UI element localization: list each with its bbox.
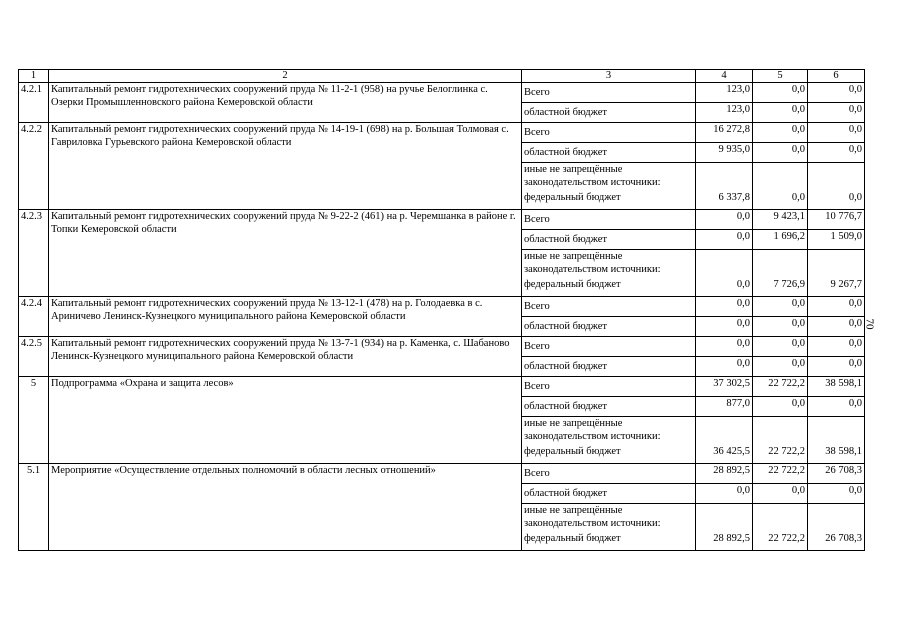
funding-source: федеральный бюджет	[522, 191, 696, 210]
header-cell: 2	[49, 70, 522, 83]
value-col5: 0,0	[753, 103, 808, 123]
value-col6: 0,0	[808, 191, 865, 210]
value-col4: 0,0	[696, 357, 753, 377]
row-name: Капитальный ремонт гидротехнических сооружений пруда № 9-22-2 (461) на р. Черемшанка в районе г. Топки Кемеровской области	[49, 210, 522, 297]
header-cell: 6	[808, 70, 865, 83]
value-col4: 28 892,5	[696, 532, 753, 551]
value-col6: 0,0	[808, 83, 865, 103]
value-col4	[696, 163, 753, 192]
row-name: Капитальный ремонт гидротехнических сооружений пруда № 14-19-1 (698) на р. Большая Толмовая с. Гавриловка Гурьевского района Кемеровской области	[49, 123, 522, 210]
row-name: Мероприятие «Осуществление отдельных полномочий в области лесных отношений»	[49, 464, 522, 551]
value-col5: 0,0	[753, 297, 808, 317]
value-col5: 0,0	[753, 191, 808, 210]
value-col5	[753, 163, 808, 192]
value-col6: 0,0	[808, 103, 865, 123]
value-col4: 37 302,5	[696, 377, 753, 397]
budget-table	[18, 69, 865, 551]
funding-source: областной бюджет	[522, 230, 696, 250]
table-row	[19, 297, 865, 317]
value-col6: 1 509,0	[808, 230, 865, 250]
value-col4: 123,0	[696, 103, 753, 123]
value-col5: 22 722,2	[753, 377, 808, 397]
funding-source: областной бюджет	[522, 103, 696, 123]
value-col5: 22 722,2	[753, 532, 808, 551]
row-name: Капитальный ремонт гидротехнических сооружений пруда № 11-2-1 (958) на ручье Белоглинка с. Озерки Промышленновского района Кемеровской области	[49, 83, 522, 123]
header-cell: 5	[753, 70, 808, 83]
funding-source: Всего	[522, 123, 696, 143]
value-col4: 36 425,5	[696, 445, 753, 464]
value-col4: 0,0	[696, 297, 753, 317]
value-col6: 38 598,1	[808, 445, 865, 464]
funding-source: областной бюджет	[522, 484, 696, 504]
value-col6: 0,0	[808, 337, 865, 357]
header-cell: 3	[522, 70, 696, 83]
value-col4: 0,0	[696, 317, 753, 337]
value-col5: 0,0	[753, 143, 808, 163]
table-row	[19, 83, 865, 103]
value-col5: 0,0	[753, 83, 808, 103]
page-number: 70	[863, 318, 876, 330]
value-col4: 0,0	[696, 484, 753, 504]
funding-source: Всего	[522, 377, 696, 397]
value-col4: 0,0	[696, 278, 753, 297]
funding-source: областной бюджет	[522, 397, 696, 417]
funding-source: иные не запрещённые законодательством источники:	[522, 417, 696, 446]
value-col6: 38 598,1	[808, 377, 865, 397]
value-col6: 0,0	[808, 484, 865, 504]
row-name: Капитальный ремонт гидротехнических сооружений пруда № 13-12-1 (478) на р. Голодаевка в с. Ариничево Ленинск-Кузнецкого муниципального района Кемеровской области	[49, 297, 522, 337]
value-col6: 0,0	[808, 317, 865, 337]
funding-source: Всего	[522, 464, 696, 484]
row-code: 4.2.3	[19, 210, 49, 297]
funding-source: иные не запрещённые законодательством источники:	[522, 504, 696, 533]
value-col5: 0,0	[753, 317, 808, 337]
value-col5: 0,0	[753, 337, 808, 357]
value-col6	[808, 250, 865, 279]
value-col4: 9 935,0	[696, 143, 753, 163]
funding-source: федеральный бюджет	[522, 532, 696, 551]
value-col5: 9 423,1	[753, 210, 808, 230]
value-col6: 10 776,7	[808, 210, 865, 230]
header-cell: 1	[19, 70, 49, 83]
row-code: 4.2.2	[19, 123, 49, 210]
value-col5	[753, 504, 808, 533]
value-col6: 9 267,7	[808, 278, 865, 297]
funding-source: Всего	[522, 83, 696, 103]
value-col4: 28 892,5	[696, 464, 753, 484]
value-col5: 0,0	[753, 123, 808, 143]
value-col4: 16 272,8	[696, 123, 753, 143]
table-body	[19, 70, 865, 551]
funding-source: федеральный бюджет	[522, 278, 696, 297]
value-col6	[808, 163, 865, 192]
value-col6	[808, 504, 865, 533]
value-col4	[696, 250, 753, 279]
table-row	[19, 210, 865, 230]
table-row	[19, 337, 865, 357]
funding-source: областной бюджет	[522, 143, 696, 163]
value-col5	[753, 417, 808, 446]
value-col4: 877,0	[696, 397, 753, 417]
value-col6: 0,0	[808, 297, 865, 317]
value-col6: 0,0	[808, 123, 865, 143]
value-col6: 26 708,3	[808, 532, 865, 551]
row-code: 4.2.4	[19, 297, 49, 337]
funding-source: Всего	[522, 337, 696, 357]
value-col5: 22 722,2	[753, 464, 808, 484]
value-col4: 6 337,8	[696, 191, 753, 210]
row-code: 5.1	[19, 464, 49, 551]
row-code: 4.2.1	[19, 83, 49, 123]
funding-source: областной бюджет	[522, 357, 696, 377]
value-col4	[696, 504, 753, 533]
value-col5: 22 722,2	[753, 445, 808, 464]
value-col4: 0,0	[696, 210, 753, 230]
funding-source: иные не запрещённые законодательством источники:	[522, 250, 696, 279]
row-name: Подпрограмма «Охрана и защита лесов»	[49, 377, 522, 464]
value-col6: 26 708,3	[808, 464, 865, 484]
value-col6: 0,0	[808, 143, 865, 163]
value-col5: 0,0	[753, 397, 808, 417]
funding-source: Всего	[522, 210, 696, 230]
value-col6: 0,0	[808, 357, 865, 377]
table-row	[19, 464, 865, 484]
column-number-header	[19, 70, 865, 83]
value-col5	[753, 250, 808, 279]
funding-source: федеральный бюджет	[522, 445, 696, 464]
header-cell: 4	[696, 70, 753, 83]
funding-source: иные не запрещённые законодательством источники:	[522, 163, 696, 192]
value-col5: 0,0	[753, 357, 808, 377]
value-col4	[696, 417, 753, 446]
row-code: 5	[19, 377, 49, 464]
table-row	[19, 123, 865, 143]
row-name: Капитальный ремонт гидротехнических сооружений пруда № 13-7-1 (934) на р. Каменка, с. Шабаново Ленинск-Кузнецкого муниципального района Кемеровской области	[49, 337, 522, 377]
value-col4: 0,0	[696, 230, 753, 250]
row-code: 4.2.5	[19, 337, 49, 377]
funding-source: областной бюджет	[522, 317, 696, 337]
value-col6	[808, 417, 865, 446]
value-col4: 123,0	[696, 83, 753, 103]
value-col5: 1 696,2	[753, 230, 808, 250]
value-col6: 0,0	[808, 397, 865, 417]
value-col5: 7 726,9	[753, 278, 808, 297]
value-col4: 0,0	[696, 337, 753, 357]
funding-source: Всего	[522, 297, 696, 317]
table-row	[19, 377, 865, 397]
value-col5: 0,0	[753, 484, 808, 504]
